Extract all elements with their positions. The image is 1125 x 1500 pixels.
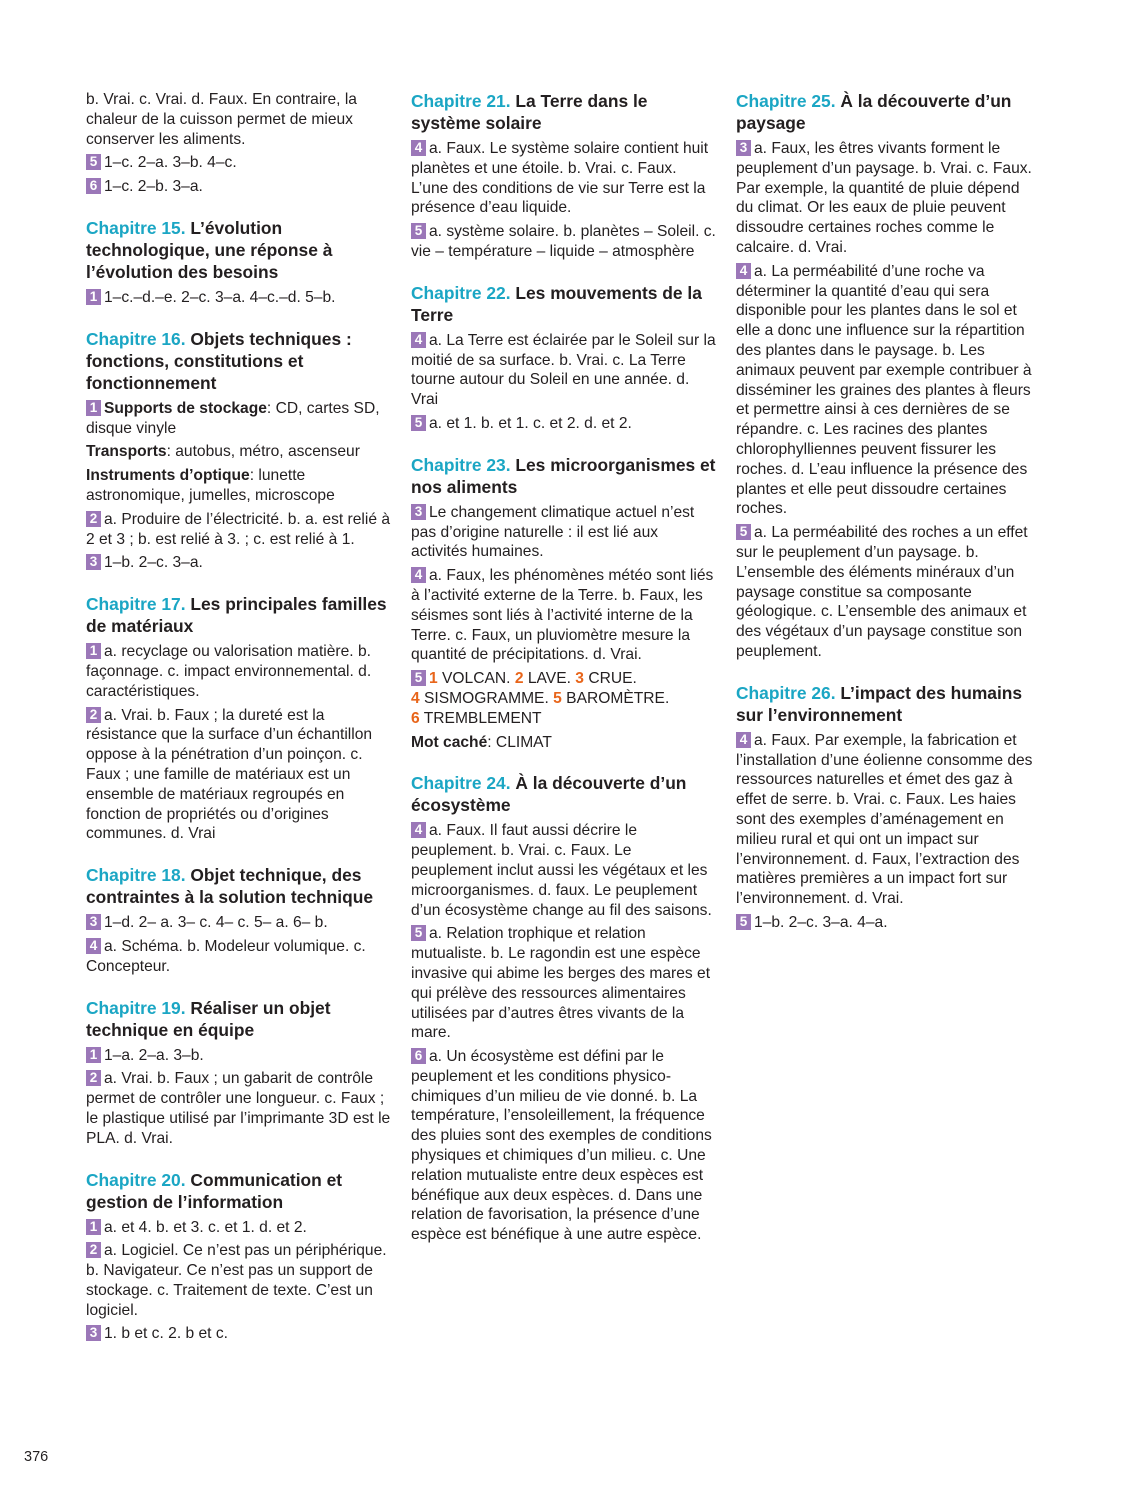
chapter-title: Réaliser un objet technique en équipe — [86, 997, 331, 1040]
question-badge: 2 — [86, 1242, 101, 1258]
word-number: 5 — [553, 689, 562, 707]
answer-1 — [86, 1046, 391, 1066]
answer-text: 1–c.–d.–e. 2–c. 3–a. 4–c.–d. 5–b. — [104, 288, 336, 306]
question-badge: 3 — [86, 554, 101, 570]
chapter-heading — [736, 90, 1041, 134]
question-badge: 4 — [411, 822, 426, 838]
chapter-number: Chapitre 17. — [86, 594, 186, 615]
word-number: 2 — [514, 670, 524, 688]
section-chapter-19 — [86, 997, 391, 1149]
hidden-word — [411, 733, 716, 753]
section-chapter-26 — [736, 682, 1041, 933]
chapter-heading — [86, 217, 391, 283]
section-chapter-21 — [411, 90, 716, 262]
question-badge: 2 — [86, 707, 101, 723]
question-badge: 3 — [736, 140, 751, 156]
answer-text: a. Faux. Il faut aussi décrire le peuplement. b. Vrai. c. Faux. Le peuplement inclut aussi les végétaux et les microorganismes. d. faux. Le peuplement d’un écosystème change au fil des saisons. — [411, 822, 712, 919]
answer-text: 1–d. 2– a. 3– c. 4– c. 5– a. 6– b. — [104, 914, 328, 932]
answer-text: 1–c. 2–b. 3–a. — [104, 178, 203, 196]
answer-text: a. Faux. Par exemple, la fabrication et l’installation d’une éolienne consomme des ressources naturelles et émet des gaz à effet de serre. b. Vrai. c. Faux. Les haies sont des exemples d’aménagement en milieu rural et qui ont un impact sur l’environnement. d. Faux, l’extraction des matières premières a un impact fort sur l’environnement. d. Vrai. — [736, 731, 1033, 908]
chapter-number: Chapitre 22. — [411, 282, 511, 303]
answer-label: Supports de stockage — [104, 399, 267, 417]
chapter-title: Les microorganismes et nos aliments — [411, 454, 716, 497]
chapter-number: Chapitre 23. — [411, 454, 511, 475]
chapter-number: Chapitre 19. — [86, 997, 186, 1018]
answer-text: a. Faux, les êtres vivants forment le peuplement d’un paysage. b. Vrai. c. Faux. Par exemple, la quantité de pluie dépend du climat. Or les eaux de pluie peuvent dissoudre certaines roches comme le calcaire. d. Vrai. — [736, 140, 1032, 256]
chapter-title: Objet technique, des contraintes à la solution technique — [86, 865, 373, 908]
question-badge: 5 — [86, 154, 101, 170]
answer-text: a. Vrai. b. Faux ; un gabarit de contrôle permet de contrôler une longueur. c. Faux ; le plastique utilisé par l’imprimante 3D est le PLA. d. Vrai. — [86, 1070, 391, 1147]
question-badge: 4 — [736, 263, 751, 279]
answer-text: 1–a. 2–a. 3–b. — [104, 1046, 204, 1064]
chapter-number: Chapitre 21. — [411, 91, 511, 111]
chapter-title: L’impact des humains sur l’environnement — [736, 682, 1023, 725]
answer-text: a. La perméabilité des roches a un effet sur le peuplement d’un paysage. b. L’ensemble des éléments minéraux d’un paysage constitue sa composante géologique. c. L’ensemble des animaux et des végétaux d’un paysage constitue son peuplement. — [736, 524, 1028, 660]
answer-2 — [86, 706, 391, 845]
chapter-heading — [411, 282, 716, 326]
answer-text: a. Vrai. b. Faux ; la dureté est la résistance que la surface d’un échantillon oppose à la pénétration d’un poinçon. c. Faux ; une famille de matériaux est un ensemble de matériaux regroupés en fonction de propriétés ou d’origines communes. d. Vrai — [86, 706, 373, 843]
answer-text: a. Faux. Le système solaire contient huit planètes et une étoile. b. Vrai. c. Faux. L’une des conditions de vie sur Terre est la présence d’eau liquide. — [411, 140, 709, 217]
question-badge: 4 — [86, 938, 101, 954]
question-badge: 2 — [86, 511, 101, 527]
answer-text: a. Logiciel. Ce n’est pas un périphérique. b. Navigateur. Ce n’est pas un support de stockage. c. Traitement de texte. C’est un logiciel. — [86, 1242, 387, 1319]
column-1 — [86, 90, 391, 1364]
chapter-number: Chapitre 18. — [86, 865, 186, 886]
answer-1b — [86, 442, 391, 462]
section-chapter-24 — [411, 772, 716, 1245]
section-chapter-22 — [411, 282, 716, 434]
chapter-heading — [86, 864, 391, 908]
answer-text: a. La Terre est éclairée par le Soleil sur la moitié de sa surface. b. Vrai. c. La Terre tourne autour du Soleil en une année. d. Vrai — [411, 331, 716, 409]
question-badge: 3 — [86, 914, 101, 930]
answer-text: a. Schéma. b. Modeleur volumique. c. Concepteur. — [86, 937, 366, 975]
question-badge: 5 — [411, 415, 426, 431]
answer-text: a. recyclage ou valorisation matière. b. façonnage. c. impact environnemental. d. caractéristiques. — [86, 643, 372, 700]
chapter-heading — [411, 454, 716, 498]
section-chapter-15 — [86, 217, 391, 308]
answer-4 — [736, 262, 1041, 519]
answer-text: : lunette astronomique, jumelles, microscope — [86, 467, 335, 504]
answer-label: Instruments d’optique — [86, 467, 250, 485]
chapter-title: Les mouvements de la Terre — [411, 282, 702, 325]
word: VOLCAN. — [442, 670, 511, 688]
section-chapter-18 — [86, 864, 391, 976]
chapter-heading — [86, 328, 391, 394]
chapter-number: Chapitre 15. — [86, 217, 186, 238]
question-badge: 3 — [411, 504, 426, 520]
question-badge: 1 — [86, 643, 101, 659]
answer-4 — [736, 731, 1041, 909]
answer-text: a. Produire de l’électricité. b. a. est relié à 2 et 3 ; b. est relié à 3. ; c. est relié à 1. — [86, 510, 391, 548]
chapter-title: La Terre dans le système solaire — [411, 91, 648, 133]
answer-text: b. Vrai. c. Vrai. d. Faux. En contraire, la chaleur de la cuisson permet de mieux conserver les aliments. — [86, 91, 357, 148]
answer-4 — [411, 331, 716, 410]
answer-6 — [411, 1047, 716, 1245]
chapter-title: Communication et gestion de l’information — [86, 1169, 343, 1212]
answer-3 — [86, 913, 391, 933]
question-badge: 1 — [86, 400, 101, 416]
question-badge: 5 — [736, 914, 751, 930]
section-chapter-20 — [86, 1169, 391, 1345]
answer-1 — [86, 642, 391, 701]
chapter-heading — [411, 90, 716, 134]
column-3 — [736, 90, 1041, 953]
answer-text: 1–b. 2–c. 3–a. 4–a. — [754, 913, 888, 931]
word: SISMOGRAMME. — [424, 689, 549, 707]
word: LAVE. — [527, 670, 571, 688]
hidden-word-value: : CLIMAT — [487, 733, 552, 751]
word-number: 1 — [429, 670, 438, 688]
question-badge: 5 — [411, 223, 426, 239]
word: BAROMÈTRE. — [566, 689, 670, 707]
section-chapter-25 — [736, 90, 1041, 662]
chapter-number: Chapitre 24. — [411, 773, 511, 794]
question-badge: 1 — [86, 1219, 101, 1235]
question-badge: 4 — [411, 332, 426, 348]
chapter-title: À la découverte d’un écosystème — [411, 773, 687, 816]
answer-text: a. Un écosystème est défini par le peuplement et les conditions physico-chimiques d’un milieu de vie donné. b. La température, l’ensoleillement, la fréquence des pluies sont des exemples de conditions physiques et chimiques d’un milieu. c. Une relation mutualiste entre deux espèces est bénéfique aux deux espèces. d. Dans une relation de favorisation, la présence d’une espèce est bénéfique à une autre espèce. — [411, 1048, 712, 1244]
answer-text: a. La perméabilité d’une roche va déterminer la quantité d’eau qui sera disponible pour les plantes dans le sol et elle a donc une influence sur la répartition des plantes dans le paysage. b. Les animaux peuvent par exemple contribuer à disséminer les graines des plantes à fleurs et permettre ainsi à ces dernières de se répandre. c. Les racines des plantes chlorophylliennes peuvent fissurer les roches. d. L’eau influence la présence des plantes et elle peut dissoudre certaines roches. — [736, 262, 1032, 518]
answer-5 — [86, 153, 391, 173]
answer-1 — [86, 288, 391, 308]
answer-text: a. et 1. b. et 1. c. et 2. d. et 2. — [429, 414, 632, 432]
answer-5 — [411, 924, 716, 1043]
chapter-title: À la découverte d’un paysage — [736, 91, 1012, 133]
answer-text: a. Relation trophique et relation mutualiste. b. Le ragondin est une espèce invasive qui abime les berges des mares et qui prélève des ressources alimentaires utilisées par d’autres êtres vivants de la mare. — [411, 925, 711, 1042]
question-badge: 5 — [736, 524, 751, 540]
answer-5 — [411, 222, 716, 262]
section-chapter-23 — [411, 454, 716, 753]
answer-text: : autobus, métro, ascenseur — [166, 443, 360, 461]
answer-label: Transports — [86, 443, 167, 461]
chapter-title: Les principales familles de matériaux — [86, 594, 387, 637]
answer-3 — [86, 553, 391, 573]
question-badge: 5 — [411, 670, 426, 686]
question-badge: 1 — [86, 289, 101, 305]
answer-4 — [411, 139, 716, 218]
question-badge: 4 — [736, 732, 751, 748]
answer-1 — [86, 1218, 391, 1238]
answer-4 — [86, 937, 391, 977]
answer-4 — [411, 821, 716, 920]
answer-5 — [736, 523, 1041, 662]
hidden-word-label: Mot caché — [411, 733, 488, 751]
answer-2 — [86, 1069, 391, 1148]
word-number: 3 — [575, 670, 584, 688]
answer-text: 1–c. 2–a. 3–b. 4–c. — [104, 154, 237, 172]
chapter-number: Chapitre 26. — [736, 682, 836, 703]
answer-5 — [411, 414, 716, 434]
word-number: 6 — [411, 709, 420, 727]
question-badge: 4 — [411, 140, 426, 156]
answer-3 — [86, 1324, 391, 1344]
answer-5 — [736, 913, 1041, 933]
answer-2 — [86, 1241, 391, 1320]
answer-text: Le changement climatique actuel n’est pas d’origine naturelle : il est lié aux activités humaines. — [411, 503, 695, 561]
question-badge: 1 — [86, 1047, 101, 1063]
chapter-heading — [86, 593, 391, 637]
chapter-heading — [86, 997, 391, 1041]
answer-3 — [411, 503, 716, 562]
answer-text: : CD, cartes SD, disque vinyle — [86, 399, 380, 437]
chapter-title: Objets techniques : fonctions, constitutions et fonctionnement — [86, 328, 352, 393]
answer-text: 1. b et c. 2. b et c. — [104, 1325, 228, 1343]
word: TREMBLEMENT — [423, 709, 542, 727]
chapter-number: Chapitre 25. — [736, 91, 836, 111]
column-2 — [411, 90, 716, 1265]
section-chapter-16 — [86, 328, 391, 573]
chapter-title: L’évolution technologique, une réponse à l’évolution des besoins — [86, 217, 333, 282]
question-badge: 6 — [86, 178, 101, 194]
answer-text: a. et 4. b. et 3. c. et 1. d. et 2. — [104, 1218, 307, 1236]
section-chapter-14-end — [86, 90, 391, 197]
answer-1a — [86, 399, 391, 439]
chapter-heading — [86, 1169, 391, 1213]
page-number: 376 — [24, 1449, 49, 1465]
chapter-heading — [736, 682, 1041, 726]
question-badge: 5 — [411, 925, 426, 941]
question-badge: 2 — [86, 1070, 101, 1086]
question-badge: 3 — [86, 1325, 101, 1341]
chapter-number: Chapitre 16. — [86, 328, 186, 349]
chapter-number: Chapitre 20. — [86, 1169, 186, 1190]
word: CRUE. — [588, 670, 637, 688]
question-badge: 6 — [411, 1048, 426, 1064]
answer-6 — [86, 177, 391, 197]
question-badge: 4 — [411, 567, 426, 583]
answer-1c — [86, 466, 391, 506]
section-chapter-17 — [86, 593, 391, 844]
chapter-heading — [411, 772, 716, 816]
answer-text: a. système solaire. b. planètes – Soleil. c. vie – température – liquide – atmosphère — [411, 223, 716, 260]
answer-text: a. Faux, les phénomènes météo sont liés à l’activité externe de la Terre. b. Faux, les séismes sont liés à l’activité interne de la Terre. c. Faux, un pluviomètre mesure la quantité de précipitations. d. Vrai. — [411, 567, 714, 664]
word-number: 4 — [411, 689, 420, 707]
answer-text: 1–b. 2–c. 3–a. — [104, 554, 203, 572]
answer-5-crossword — [411, 669, 716, 728]
answer-4 — [411, 566, 716, 665]
answer-3 — [736, 139, 1041, 258]
answer-2 — [86, 510, 391, 550]
